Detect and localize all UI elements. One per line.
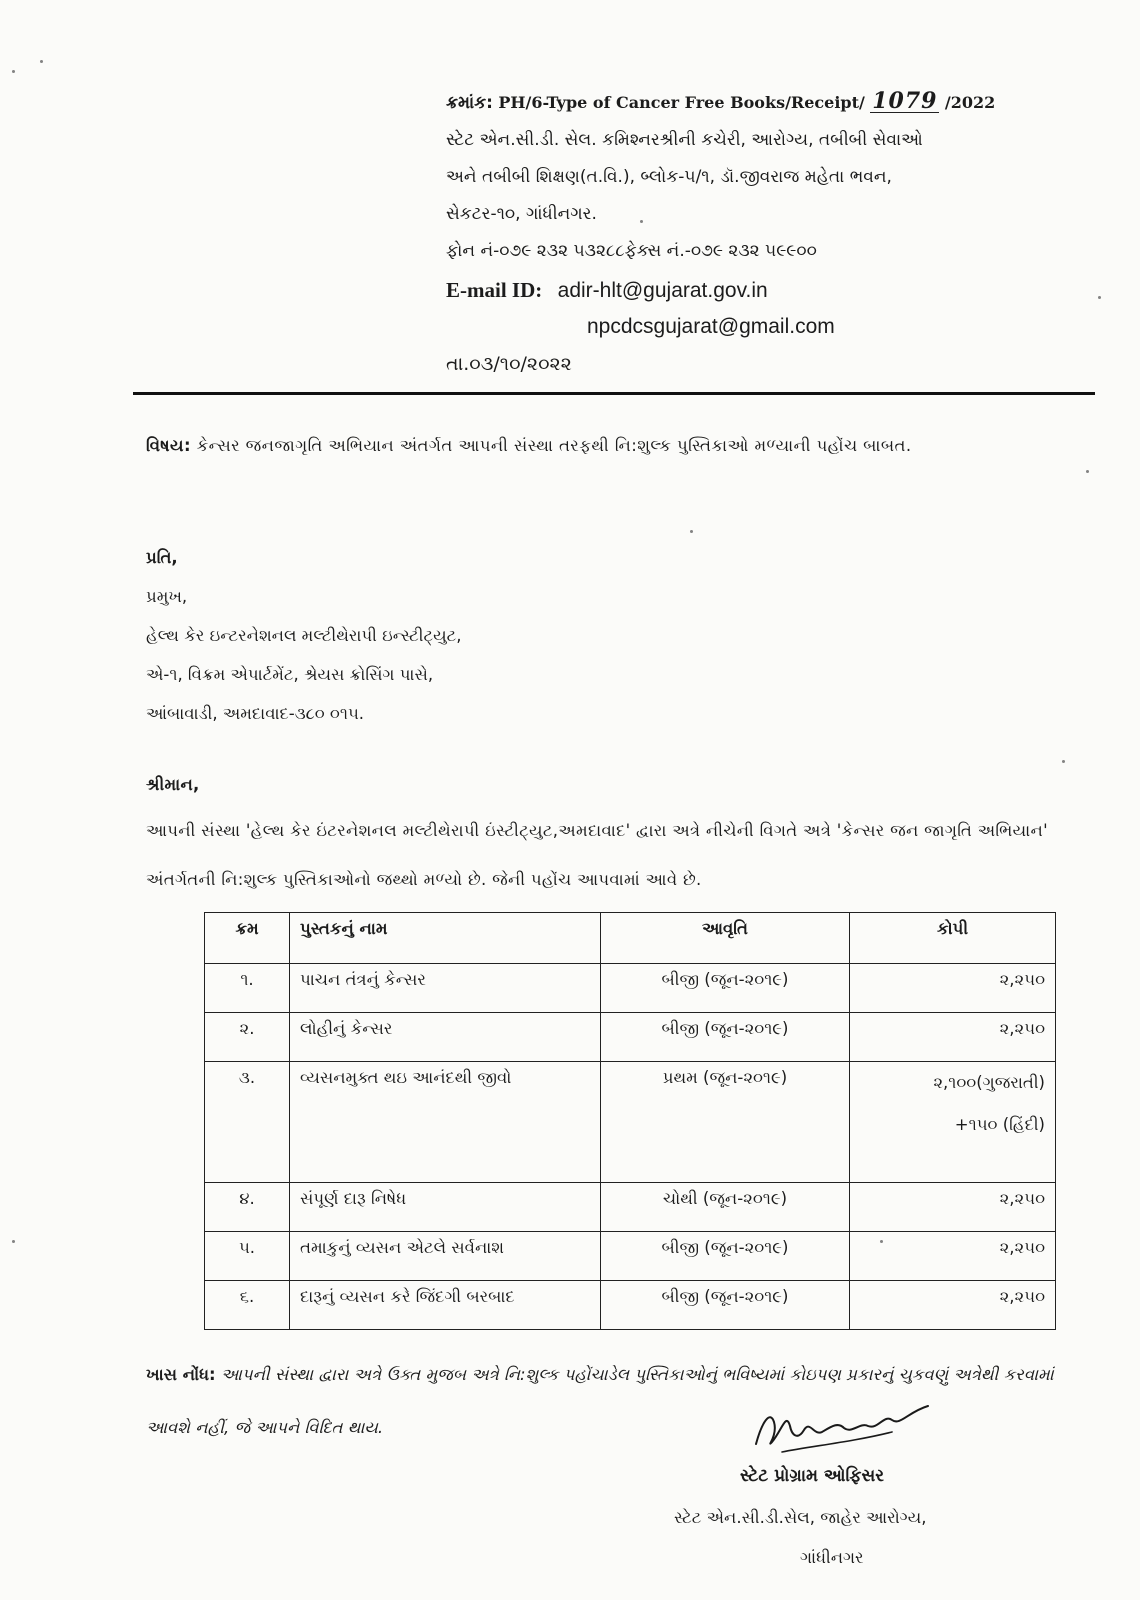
table-row bbox=[205, 1281, 1056, 1330]
address-line-2: અને તબીબી શિક્ષણ(ત.વિ.), બ્લોક-૫/૧, ડૉ.જીવરાજ મહેતા ભવન, bbox=[446, 167, 892, 187]
table-row bbox=[205, 1013, 1056, 1062]
header-copies: કોપી bbox=[850, 913, 1056, 964]
address-line-1: સ્ટેટ એન.સી.ડી. સેલ. કમિશ્નરશ્રીની કચેરી, આરોગ્ય, તબીબી સેવાઓ bbox=[446, 130, 923, 150]
letter-header bbox=[446, 84, 1086, 383]
reference-prefix: PH/6-Type of Cancer Free Books/Receipt/ bbox=[498, 93, 865, 112]
email-label: E-mail ID: bbox=[446, 278, 543, 302]
email-primary: adir-hlt@gujarat.gov.in bbox=[557, 279, 768, 302]
header-edition: આવૃતિ bbox=[601, 913, 850, 964]
subject-block bbox=[146, 428, 1076, 463]
signatory-title: સ્ટેટ પ્રોગ્રામ ઓફિસર bbox=[740, 1466, 885, 1486]
reference-label: ક્રમાંક: bbox=[446, 93, 493, 113]
row-copies: ૨,૨૫૦ bbox=[850, 1013, 1056, 1062]
row-copies-gujarati: ૨,૧૦૦(ગુજરાતી) bbox=[933, 1073, 1045, 1092]
scan-speck bbox=[12, 1240, 15, 1243]
reference-number: 1079 bbox=[872, 88, 938, 114]
row-serial: ૫. bbox=[205, 1232, 290, 1281]
row-serial: ૧. bbox=[205, 964, 290, 1013]
handwritten-signature-icon bbox=[752, 1392, 932, 1462]
books-table bbox=[204, 912, 1056, 1330]
row-edition: બીજી (જૂન-૨૦૧૯) bbox=[601, 1232, 850, 1281]
scan-speck bbox=[40, 60, 43, 63]
row-book-name: પાચન તંત્રનું કેન્સર bbox=[290, 964, 601, 1013]
table-header-row bbox=[205, 913, 1056, 964]
reference-year: /2022 bbox=[944, 93, 996, 112]
row-book-name: લોહીનું કેન્સર bbox=[290, 1013, 601, 1062]
signatory-city: ગાંધીનગર bbox=[800, 1548, 864, 1567]
note-text: આપની સંસ્થા દ્વારા અત્રે ઉક્ત મુજબ અત્રે નિ:શુલ્ક પહોંચાડેલ પુસ્તિકાઓનું ભવિષ્યમાં કોઇપણ પ્રકારનું ચુકવણું અત્રેથી કરવામાં આવશે નહીં, જે આપને વિદિત થાય. bbox=[146, 1365, 1054, 1437]
row-copies: ૨,૨૫૦ bbox=[850, 964, 1056, 1013]
row-book-name: દારૂનું વ્યસન કરે જિંદગી બરબાદ bbox=[290, 1281, 601, 1330]
row-book-name: તમાકુનું વ્યસન એટલે સર્વનાશ bbox=[290, 1232, 601, 1281]
body-block bbox=[146, 770, 1086, 904]
row-serial: ૬. bbox=[205, 1281, 290, 1330]
scan-speck bbox=[1062, 760, 1065, 763]
special-note bbox=[146, 1348, 1076, 1454]
recipient-line-2: એ-૧, વિક્રમ એપાર્ટમેંટ, શ્રેયસ ક્રોસિંગ પાસે, bbox=[146, 665, 434, 684]
reference-line bbox=[446, 84, 1086, 122]
subject-text: કેન્સર જનજાગૃતિ અભિયાન અંતર્ગત આપની સંસ્થા તરફથી નિ:શુલ્ક પુસ્તિકાઓ મળ્યાની પહોંચ બાબત. bbox=[196, 436, 912, 455]
row-copies: ૨,૨૫૦ bbox=[850, 1281, 1056, 1330]
scan-speck bbox=[690, 530, 693, 533]
row-edition: ચોથી (જૂન-૨૦૧૯) bbox=[601, 1183, 850, 1232]
row-edition: પ્રથમ (જૂન-૨૦૧૯) bbox=[601, 1062, 850, 1183]
scan-speck bbox=[1086, 470, 1089, 473]
table-row bbox=[205, 1232, 1056, 1281]
body-paragraph: આપની સંસ્થા 'હેલ્થ કેર ઇંટરનેશનલ મલ્ટીથેરાપી ઇંસ્ટીટ્યુટ,અમદાવાદ' દ્વારા અત્રે નીચેની વિગતે અત્રે 'કેન્સર જન જાગૃતિ અભિયાન' અંતર્ગતની નિ:શુલ્ક પુસ્તિકાઓનો જથ્થો મળ્યો છે. જેની પહોંચ આપવામાં આવે છે. bbox=[146, 821, 1048, 889]
row-edition: બીજી (જૂન-૨૦૧૯) bbox=[601, 1013, 850, 1062]
row-edition: બીજી (જૂન-૨૦૧૯) bbox=[601, 1281, 850, 1330]
recipient-prefix: પ્રતિ, bbox=[146, 548, 178, 567]
address-line-3: સેકટર-૧૦, ગાંધીનગર. bbox=[446, 204, 597, 224]
row-copies: ૨,૨૫૦ bbox=[850, 1232, 1056, 1281]
note-label: ખાસ નોંધ: bbox=[146, 1365, 216, 1384]
email-secondary: npcdcsgujarat@gmail.com bbox=[587, 315, 835, 338]
row-copies-multi bbox=[850, 1062, 1056, 1183]
row-serial: ૨. bbox=[205, 1013, 290, 1062]
header-serial: ક્રમ bbox=[205, 913, 290, 964]
row-copies-hindi: +૧૫૦ (હિંદી) bbox=[954, 1115, 1045, 1134]
recipient-title: પ્રમુખ, bbox=[146, 587, 188, 606]
email-line-2 bbox=[446, 308, 1086, 344]
letter-date: તા.૦૩/૧૦/૨૦૨૨ bbox=[446, 353, 572, 375]
scan-speck bbox=[12, 70, 15, 73]
row-book-name: સંપૂર્ણ દારૂ નિષેધ bbox=[290, 1183, 601, 1232]
recipient-block bbox=[146, 538, 846, 733]
row-serial: ૪. bbox=[205, 1183, 290, 1232]
header-divider bbox=[133, 392, 1095, 395]
recipient-line-3: આંબાવાડી, અમદાવાદ-૩૮૦ ૦૧૫. bbox=[146, 704, 365, 723]
recipient-line-1: હેલ્થ કેર ઇન્ટરનેશનલ મલ્ટીથેરાપી ઇન્સ્ટીટ્યુટ, bbox=[146, 626, 462, 645]
scan-speck bbox=[1098, 296, 1101, 299]
phone-fax-line: ફોન નં-૦૭૯ ૨૩૨ ૫૩૨૮૮ફેક્સ નં.-૦૭૯ ૨૩૨ ૫૯૯૦૦ bbox=[446, 241, 817, 261]
table-row bbox=[205, 964, 1056, 1013]
row-serial: ૩. bbox=[205, 1062, 290, 1183]
table-row bbox=[205, 1183, 1056, 1232]
subject-label: વિષય: bbox=[146, 436, 191, 455]
row-book-name: વ્યસનમુક્ત થઇ આનંદથી જીવો bbox=[290, 1062, 601, 1183]
header-book-name: પુસ્તકનું નામ bbox=[290, 913, 601, 964]
signatory-office: સ્ટેટ એન.સી.ડી.સેલ, જાહેર આરોગ્ય, bbox=[674, 1508, 927, 1527]
salutation: શ્રીમાન, bbox=[146, 775, 200, 794]
email-line bbox=[446, 274, 1086, 308]
row-edition: બીજી (જૂન-૨૦૧૯) bbox=[601, 964, 850, 1013]
row-copies: ૨,૨૫૦ bbox=[850, 1183, 1056, 1232]
table-row bbox=[205, 1062, 1056, 1183]
